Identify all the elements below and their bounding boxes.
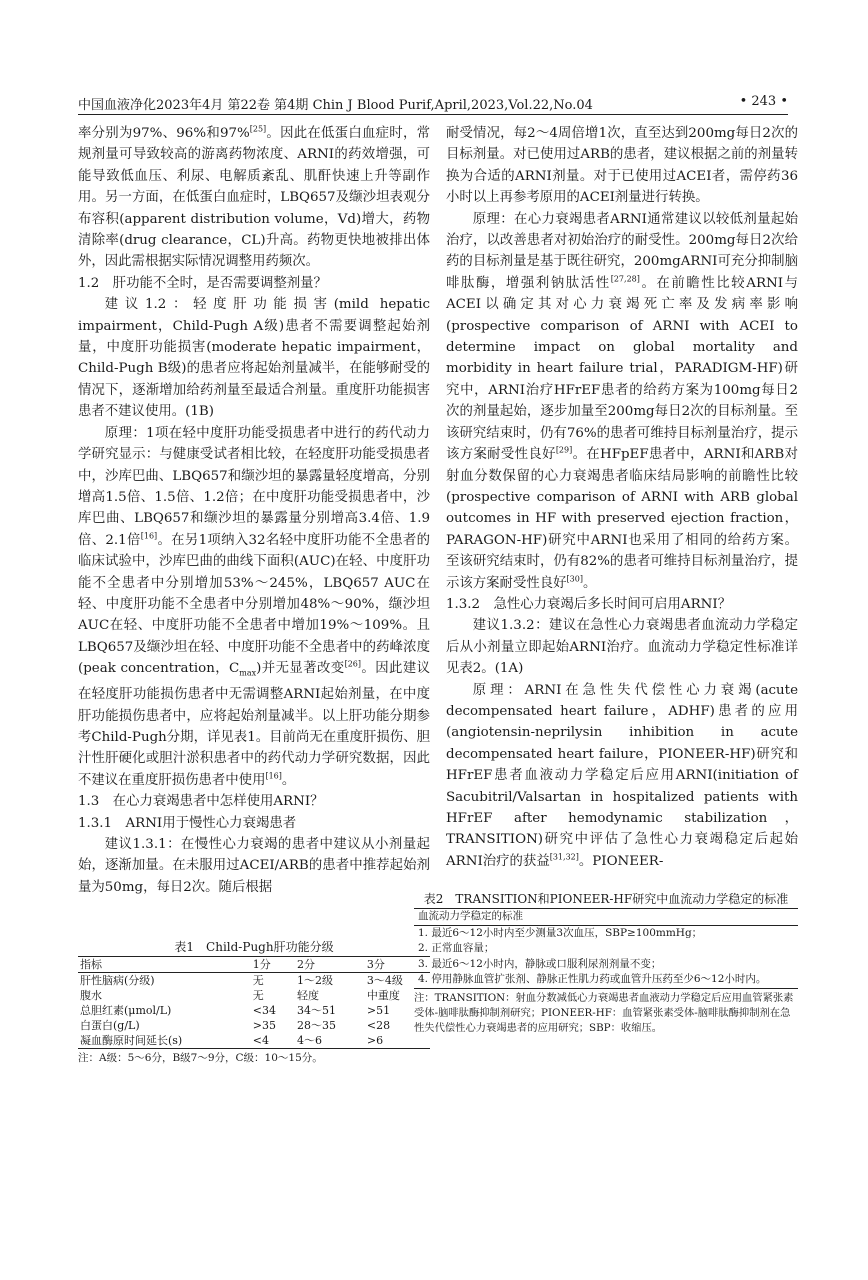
table-cell: 轻度 [297,989,319,1003]
table-cell: <4 [252,1034,269,1048]
criteria-item: 3. 最近6～12小时内，静脉或口服利尿剂剂量不变； [418,957,662,970]
table-cell: 凝血酶原时间延长(s) [80,1034,183,1048]
left-paragraph-6: 建议1.3.1：在慢性心力衰竭的患者中建议从小剂量起始，逐渐加量。在未服用过ACEI/ARB的患者中推荐起始剂量为50mg，每日2次。随后根据 [78,837,430,895]
right-heading-2: 1.3.2 急性心力衰竭后多长时间可启用ARNI？ [446,596,732,612]
table-2-note: 注：TRANSITION：射血分数减低心力衰竭患者血液动力学稳定后应用血管紧张素受体-脑啡肽酶抑制剂研究；PIONEER-HF：血管紧张素受体-脑啡肽酶抑制剂在急性失代偿性心力衰竭患者的应用研究；SBP：收缩压。 [414,991,794,1034]
right-paragraph-4: 原理：ARNI在急性失代偿性心力衰竭(acute decompensated heart failure，ADHF)患者的应用(angiotensin-neprilysin inhibition in acute decompensated heart failure，PIONEER-HF)研究和HFrEF患者血液动力学稳定后应用ARNI(initiation of Sacubitril/Valsartan in hospitalized patients with HFrEF after hemodynamic stabilization，TRANSITION)研究中评估了急性心力衰竭稳定后起始ARNI治疗的获益[31,32]。PIONEER- [446,682,798,869]
table-row [78,988,430,1003]
table-row [78,1018,430,1033]
table-cell: 1～2级 [297,974,333,988]
left-paragraph-2: 建议1.2：轻度肝功能损害(mild hepatic impairment，Child-Pugh A级)患者不需要调整起始剂量，中度肝功能损害(moderate hepatic impairment，Child-Pugh B级)的患者应将起始剂量减半，在能够耐受的情况下，逐渐增加给药剂量至最适合剂量。重度肝功能损害患者不建议使用。(1B) [78,297,430,420]
right-column [414,123,799,1036]
journal-citation: 中国血液净化2023年4月 第22卷 第4期 Chin J Blood Purif,April,2023,Vol.22,No.04 [78,98,593,113]
table-2 [414,890,798,1036]
table-2-caption: 表2 TRANSITION和PIONEER-HF研究中血流动力学稳定的标准 [423,892,789,907]
table-cell: 白蛋白(g/L) [80,1019,140,1033]
table-1-header-row [78,957,430,973]
right-paragraph-0: 耐受情况，每2～4周倍增1次，直至达到200mg每日2次的目标剂量。对已使用过ARB的患者，建议根据之前的剂量转换为合适的ARNI剂量。对于已使用过ACEI者，需停药36小时以上再参考原用的ACEI剂量进行转换。 [446,126,798,206]
table-1-body [78,973,430,1049]
left-paragraph-0: 率分别为97%、96%和97%[25]。因此在低蛋白血症时，常规剂量可导致较高的游离药物浓度、ARNI的药效增强，可能导致低血压、利尿、电解质紊乱、肌酐快速上升等副作用。另一方面，在低蛋白血症时，LBQ657及缬沙坦表观分布容积(apparent distribution volume，Vd)增大，药物清除率(drug clearance，CL)升高。药物更快地被排出体外，因此需根据实际情况调整用药频次。 [78,124,430,270]
table-row [78,1003,430,1018]
table-1-caption: 表1 Child-Pugh肝功能分级 [174,940,334,955]
table-1-column-header: 3分 [366,958,385,972]
table-1-column-header: 2分 [297,958,315,972]
table-cell: >51 [366,1004,391,1018]
table-cell: <28 [366,1019,391,1033]
table-cell: 无 [252,974,264,988]
table-cell: 28～35 [297,1019,336,1033]
table-2-rows [414,926,798,988]
table-2-header: 血流动力学稳定的标准 [414,909,798,926]
page-number: • 243 • [739,94,788,109]
right-column-body [446,123,798,872]
criteria-item: 1. 最近6～12小时内至少测量3次血压，SBP≥100mmHg； [418,926,703,939]
left-heading-4: 1.3 在心力衰竭患者中怎样使用ARNI？ [78,794,324,810]
right-paragraph-3: 建议1.3.2：建议在急性心力衰竭患者血流动力学稳定后从小剂量立即起始ARNI治疗。血流动力学稳定性标准详见表2。(1A) [446,618,798,677]
table-cell: 34～51 [297,1004,336,1018]
left-column-body [78,123,430,898]
child-pugh-table [78,956,430,1049]
table-cell: >6 [366,1034,384,1048]
right-paragraph-1: 原理：在心力衰竭患者ARNI通常建议以较低剂量起始治疗，以改善患者对初始治疗的耐受性。200mg每日2次给药的目标剂量是基于既往研究，200mgARNI可充分抑制脑啡肽酶，增强利钠肽活性[27,28]。在前瞻性比较ARNI与ACEI以确定其对心力衰竭死亡率及发病率影响(prospective comparison of ARNI with ACEI to determine impact on global mortality and morbidity in heart failure trial，PARADIGM-HF)研究中，ARNI治疗HFrEF患者的给药方案为100mg每日2次的剂量起始，逐步加量至200mg每日2次的目标剂量。至该研究结束时，仍有76%的患者可维持目标剂量治疗，提示该方案耐受性良好[29]。在HFpEF患者中，ARNI和ARB对射血分数保留的心力衰竭患者临床结局影响的前瞻性比较(prospective comparison of ARNI with ARB global outcomes in HF with preserved ejection fraction，PARAGON-HF)研究中ARNI也采用了相同的给药方案。至该研究结束时，仍有82%的患者可维持目标剂量治疗，提示该方案耐受性良好[30]。 [446,211,799,591]
table-cell: 总胆红素(μmol/L) [80,1004,172,1018]
table-cell: 肝性脑病(分级) [80,974,155,988]
table-cell: 腹水 [80,989,102,1003]
left-heading-1: 1.2 肝功能不全时，是否需要调整剂量？ [78,275,327,291]
table-cell: 无 [252,989,264,1003]
header-rule [78,114,788,115]
table-1 [78,938,430,1066]
left-paragraph-3: 原理：1项在轻中度肝功能受损患者中进行的药代动力学研究显示：与健康受试者相比较，在轻度肝功能受损患者中，沙库巴曲、LBQ657和缬沙坦的暴露量轻度增高，分别增高1.5倍、1.5倍、1.2倍；在中度肝功能受损患者中，沙库巴曲、LBQ657和缬沙坦的暴露量分别增高3.4倍、1.9倍、2.1倍[16]。在另1项纳入32名轻中度肝功能不全患者的临床试验中，沙库巴曲的曲线下面积(AUC)在轻、中度肝功能不全患者中分别增加53%～245%，LBQ657 AUC在轻、中度肝功能不全患者中分别增加48%～90%，缬沙坦AUC在轻、中度肝功能不全患者中增加19%～109%。且LBQ657及缬沙坦在轻、中度肝功能不全患者中的药峰浓度(peak concentration，$C_{max}$)并无显著改变[26]。因此建议在轻度肝功能损伤患者中无需调整ARNI起始剂量，在中度肝功能损伤患者中，应将起始剂量减半。以上肝功能分期参考Child-Pugh分期，详见表1。目前尚无在重度肝损伤、胆汁性肝硬化或胆汁淤积患者中的药代动力学研究数据，因此不建议在重度肝损伤患者中使用[16]。 [78,425,431,788]
running-header [78,94,788,114]
table-cell: 4～6 [297,1034,322,1048]
table-cell: 3～4级 [366,974,403,988]
table-row [78,973,430,989]
hemodynamic-criteria-table [414,908,798,989]
table-cell: >35 [252,1019,276,1033]
criteria-item: 2. 正常血容量； [418,942,495,955]
left-heading-5: 1.3.1 ARNI用于慢性心力衰竭患者 [78,815,297,831]
table-cell: 中重度 [366,989,400,1003]
left-column [78,123,430,1066]
criteria-item: 4. 停用静脉血管扩张剂、静脉正性肌力药或血管升压药至少6～12小时内。 [418,973,767,986]
table-1-note: 注：A级：5～6分，B级7～9分，C级：10～15分。 [78,1052,323,1065]
table-cell: <34 [252,1004,276,1018]
table-row [78,1033,430,1049]
table-1-column-header: 1分 [252,958,271,972]
table-1-column-header: 指标 [80,958,102,972]
